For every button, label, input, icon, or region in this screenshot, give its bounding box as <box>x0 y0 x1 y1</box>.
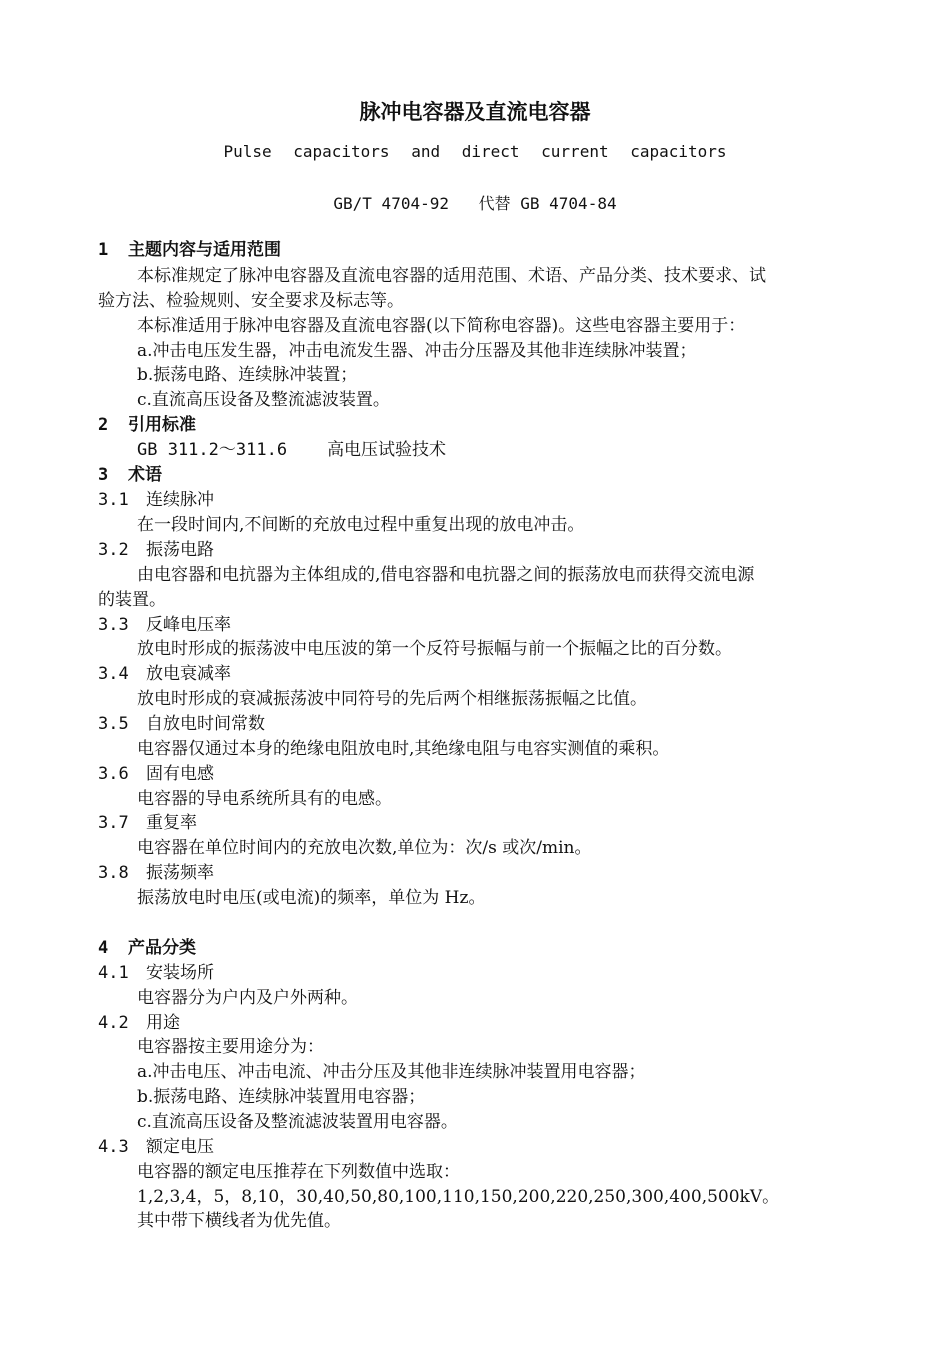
subsection-number: 4.3 <box>98 1137 129 1157</box>
term-definition: 电容器仅通过本身的绝缘电阻放电时,其绝缘电阻与电容实测值的乘积。 <box>137 739 670 759</box>
section-heading-3 <box>98 463 858 487</box>
term-name: 重复率 <box>146 813 197 833</box>
term-name: 连续脉冲 <box>146 490 214 510</box>
reference-title: 高电压试验技术 <box>327 440 447 460</box>
subsection-number: 4.2 <box>98 1013 129 1033</box>
term-heading <box>98 488 858 512</box>
term-heading <box>98 861 858 885</box>
term-number: 3.4 <box>98 664 129 684</box>
reference-code: GB 311.2～311.6 <box>137 440 288 460</box>
term-number: 3.5 <box>98 714 129 734</box>
section-heading-4 <box>98 936 858 960</box>
paragraph-line: 电容器的额定电压推荐在下列数值中选取： <box>137 1162 460 1182</box>
section-title: 产品分类 <box>128 938 196 958</box>
list-item: c.直流高压设备及整流滤波装置用电容器。 <box>137 1112 458 1132</box>
reference-standard <box>137 438 897 462</box>
standard-number: GB/T 4704-92 <box>333 194 449 213</box>
list-item: a.冲击电压发生器，冲击电流发生器、冲击分压器及其他非连续脉冲装置； <box>137 341 697 361</box>
subsection-number: 4.1 <box>98 963 129 983</box>
term-number: 3.7 <box>98 813 129 833</box>
term-definition: 电容器的导电系统所具有的电感。 <box>137 789 392 809</box>
list-item: a.冲击电压、冲击电流、冲击分压及其他非连续脉冲装置用电容器； <box>137 1062 646 1082</box>
list-item: c.直流高压设备及整流滤波装置。 <box>137 390 390 410</box>
term-name: 放电衰减率 <box>146 664 231 684</box>
section-number: 4 <box>98 938 109 958</box>
term-name: 自放电时间常数 <box>146 714 265 734</box>
subsection-heading <box>98 961 858 985</box>
paragraph-line: 本标准规定了脉冲电容器及直流电容器的适用范围、术语、产品分类、技术要求、试 <box>137 266 766 286</box>
term-heading <box>98 762 858 786</box>
section-heading-2 <box>98 413 858 437</box>
term-definition: 放电时形成的振荡波中电压波的第一个反符号振幅与前一个振幅之比的百分数。 <box>137 639 732 659</box>
term-number: 3.1 <box>98 490 129 510</box>
document-title: 脉冲电容器及直流电容器 <box>359 100 591 124</box>
term-name: 固有电感 <box>146 764 214 784</box>
section-number: 1 <box>98 240 109 260</box>
term-number: 3.3 <box>98 615 129 635</box>
section-number: 3 <box>98 465 109 485</box>
term-heading <box>98 811 858 835</box>
subsection-title: 额定电压 <box>146 1137 214 1157</box>
list-item: b.振荡电路、连续脉冲装置； <box>137 365 358 385</box>
section-title: 主题内容与适用范围 <box>128 240 281 260</box>
term-definition: 放电时形成的衰减振荡波中同符号的先后两个相继振荡振幅之比值。 <box>137 689 647 709</box>
section-title: 引用标准 <box>128 415 196 435</box>
paragraph-line: 电容器按主要用途分为： <box>137 1037 324 1057</box>
subsection-heading <box>98 1135 858 1159</box>
paragraph-line: 本标准适用于脉冲电容器及直流电容器(以下简称电容器)。这些电容器主要用于： <box>137 316 746 336</box>
term-heading <box>98 712 858 736</box>
subsection-title: 安装场所 <box>146 963 214 983</box>
replaces-standard: 代替 GB 4704-84 <box>478 194 617 213</box>
paragraph-line: 其中带下横线者为优先值。 <box>137 1211 341 1231</box>
rated-voltage-values: 1,2,3,4，5，8,10，30,40,50,80,100,110,150,200,220,250,300,400,500kV。 <box>137 1187 780 1207</box>
section-heading-1 <box>98 238 858 262</box>
term-heading <box>98 538 858 562</box>
section-title: 术语 <box>128 465 162 485</box>
term-definition: 由电容器和电抗器为主体组成的,借电容器和电抗器之间的振荡放电而获得交流电源 <box>137 565 755 585</box>
term-definition: 电容器在单位时间内的充放电次数,单位为：次/s 或次/min。 <box>137 838 592 858</box>
term-number: 3.8 <box>98 863 129 883</box>
standard-number-line <box>0 191 950 214</box>
term-heading <box>98 662 858 686</box>
term-name: 反峰电压率 <box>146 615 231 635</box>
term-definition: 在一段时间内,不间断的充放电过程中重复出现的放电冲击。 <box>137 515 585 535</box>
subsection-heading <box>98 1011 858 1035</box>
term-name: 振荡频率 <box>146 863 214 883</box>
paragraph-line: 验方法、检验规则、安全要求及标志等。 <box>98 291 404 311</box>
paragraph-line: 电容器分为户内及户外两种。 <box>137 988 358 1008</box>
term-name: 振荡电路 <box>146 540 214 560</box>
term-definition: 振荡放电时电压(或电流)的频率，单位为 Hz。 <box>137 888 486 908</box>
list-item: b.振荡电路、连续脉冲装置用电容器； <box>137 1087 426 1107</box>
term-definition: 的装置。 <box>98 590 166 610</box>
term-number: 3.6 <box>98 764 129 784</box>
subsection-title: 用途 <box>146 1013 180 1033</box>
document-subtitle: Pulse capacitors and direct current capacitors <box>223 142 727 161</box>
term-heading <box>98 613 858 637</box>
term-number: 3.2 <box>98 540 129 560</box>
section-number: 2 <box>98 415 109 435</box>
